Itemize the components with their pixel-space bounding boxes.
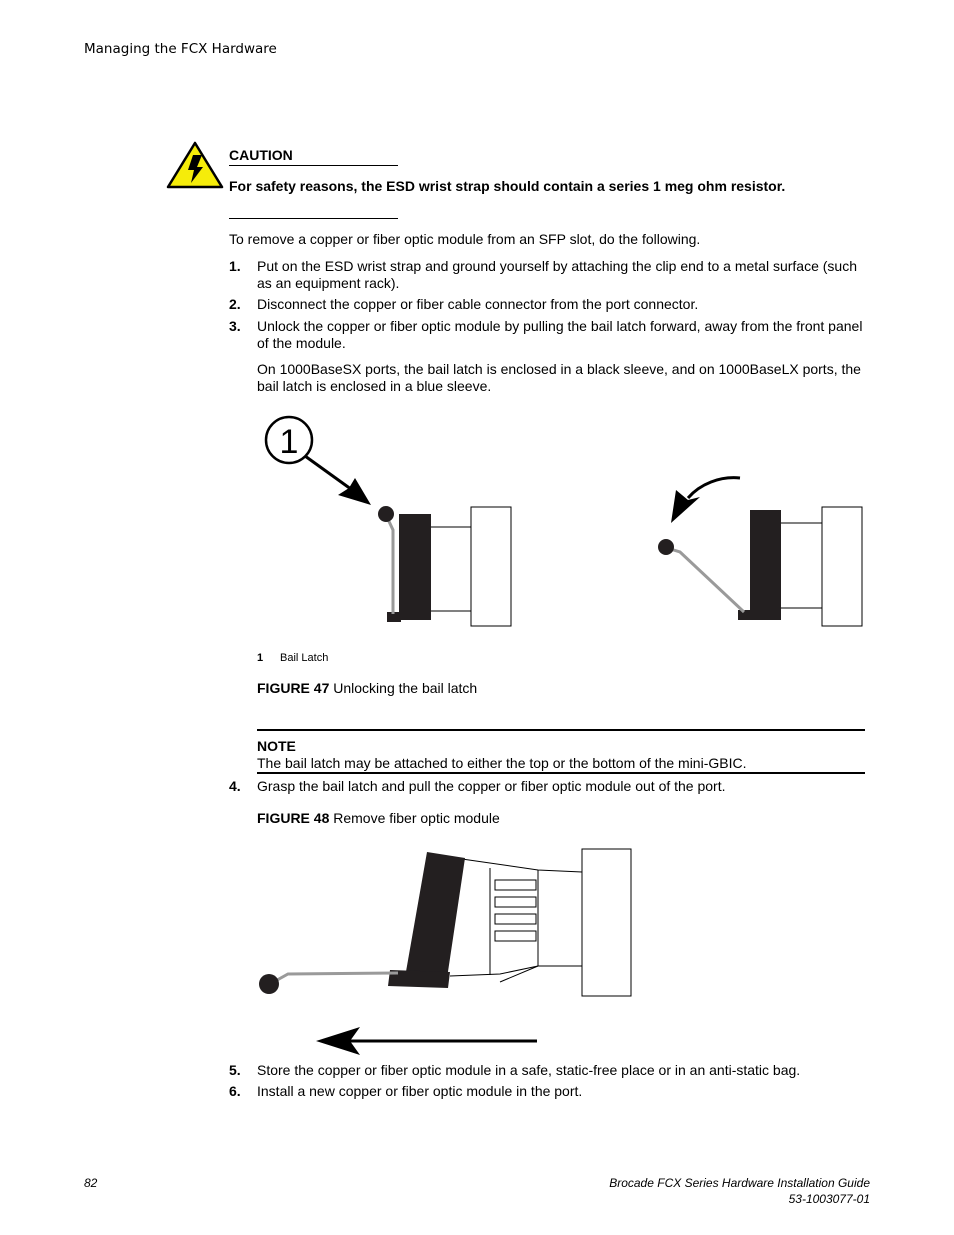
step-1-number: 1. <box>229 258 241 274</box>
legend-number: 1 <box>257 652 264 664</box>
step-2-text: Disconnect the copper or fiber cable connector from the port connector. <box>257 296 699 312</box>
caution-title: CAUTION <box>229 147 293 163</box>
figure-48-label: FIGURE 48 <box>257 810 330 826</box>
legend-label: Bail Latch <box>280 652 329 664</box>
step-3-text: Unlock the copper or fiber optic module by pulling the bail latch forward, away from the front panel of the module. <box>257 318 863 351</box>
page-number: 82 <box>84 1176 98 1190</box>
footer-doc-title: Brocade FCX Series Hardware Installation Guide <box>609 1176 870 1190</box>
step-6-text: Install a new copper or fiber optic module in the port. <box>257 1083 583 1099</box>
step-6-number: 6. <box>229 1083 241 1099</box>
step-3-number: 3. <box>229 318 241 334</box>
running-header: Managing the FCX Hardware <box>84 41 277 57</box>
callout-number: 1 <box>279 423 299 461</box>
step-1-text: Put on the ESD wrist strap and ground yourself by attaching the clip end to a metal surface (such as an equipment rack). <box>257 258 857 291</box>
footer-doc-number: 53-1003077-01 <box>788 1192 870 1206</box>
note-title: NOTE <box>257 738 296 754</box>
intro-text: To remove a copper or fiber optic module from an SFP slot, do the following. <box>229 231 701 247</box>
step-4-text: Grasp the bail latch and pull the copper or fiber optic module out of the port. <box>257 778 726 794</box>
caution-text: For safety reasons, the ESD wrist strap should contain a series 1 meg ohm resistor. <box>229 178 786 194</box>
figure-47-label: FIGURE 47 <box>257 680 330 696</box>
fiber-module-removed <box>259 849 631 996</box>
step-5-text: Store the copper or fiber optic module in a safe, static-free place or in an anti-static bag. <box>257 1062 801 1078</box>
note-text: The bail latch may be attached to either the top or the bottom of the mini-GBIC. <box>257 755 747 771</box>
step-3-detail: On 1000BaseSX ports, the bail latch is enclosed in a black sleeve, and on 1000BaseLX ports, the bail latch is enclosed in a blue sleeve. <box>257 361 861 394</box>
step-2-number: 2. <box>229 296 241 312</box>
step-4-number: 4. <box>229 778 241 794</box>
step-5-number: 5. <box>229 1062 241 1078</box>
figure-47-title: Unlocking the bail latch <box>333 680 478 696</box>
pull-direction-arrow <box>316 1027 537 1055</box>
figure-48-title: Remove fiber optic module <box>333 810 500 826</box>
